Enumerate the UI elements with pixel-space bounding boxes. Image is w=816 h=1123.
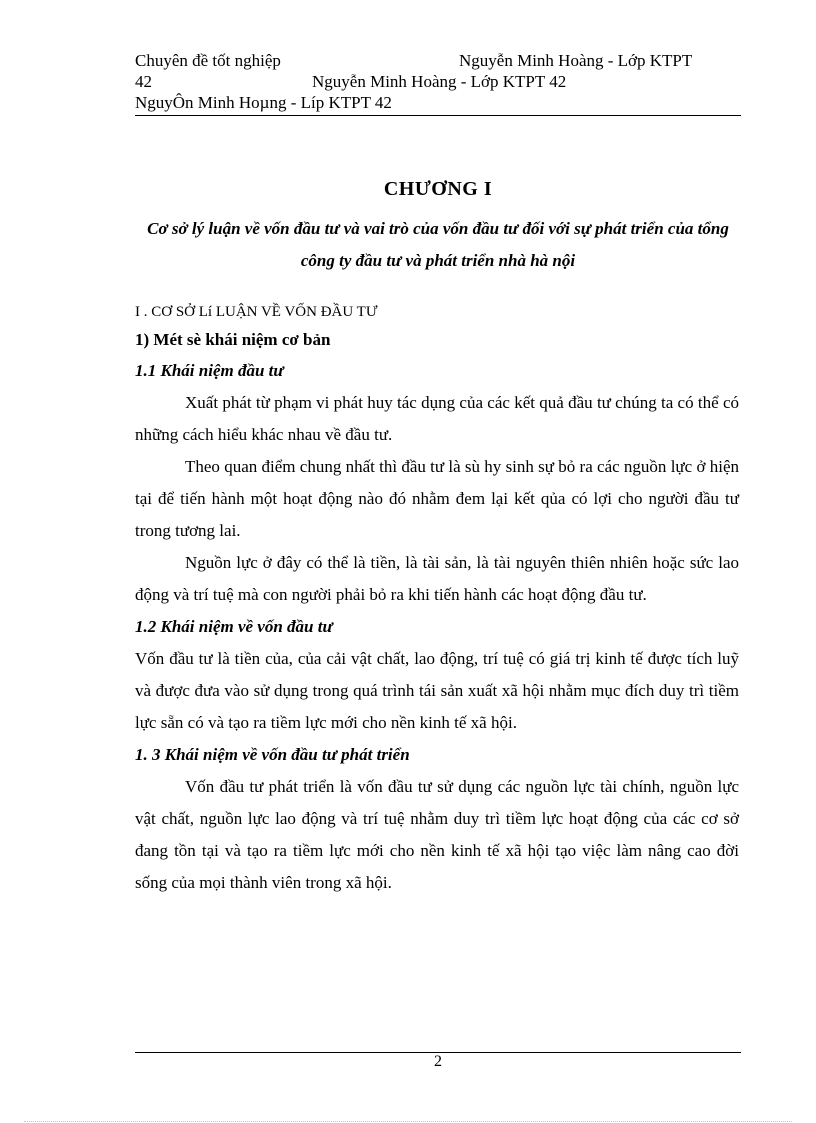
paragraph-1: Xuất phát từ phạm vi phát huy tác dụng của các kết quả đầu tư chúng ta có thể có những cách hiểu khác nhau về đầu tư. [135, 393, 739, 444]
page-header [135, 50, 741, 113]
paragraph-5: Vốn đầu tư phát triển là vốn đầu tư sử dụng các nguồn lực tài chính, nguồn lực vật chất, nguồn lực lao động và trí tuệ nhằm duy trì tiềm lực hoạt động của các cơ sở đang tồn tại và tạo ra tiềm lực mới cho nền kinh tế xã hội tạo việc làm nâng cao đời sống của mọi thành viên trong xã hội. [135, 777, 739, 892]
header-line-1 [135, 50, 741, 71]
paragraph-4: Vốn đầu tư là tiền của, của cải vật chất, lao động, trí tuệ có giá trị kinh tế được tích luỹ và được đưa vào sử dụng trong quá trình tái sản xuất xã hội nhằm mục đích duy trì tiềm lực sẵn có và tạo ra tiềm lực mới cho nền kinh tế xã hội. [135, 649, 739, 732]
heading-1-3: 1. 3 Khái niệm về vốn đầu tư phát triển [135, 745, 410, 764]
paragraph-2: Theo quan điểm chung nhất thì đầu tư là sù hy sinh sự bỏ ra các nguồn lực ở hiện tại để tiến hành một hoạt động nào đó nhằm đem lại kết qủa có lợi cho người đầu tư trong tương lai. [135, 457, 739, 540]
heading-1-1: 1.1 Khái niệm đầu tư [135, 361, 284, 380]
chapter-subtitle: Cơ sở lý luận về vốn đầu tư và vai trò của vốn đầu tư đối với sự phát triển của tổng công ty đầu tư và phát triển nhà hà nội [147, 219, 729, 270]
body-content [135, 299, 739, 899]
header-author-repeat: Nguyễn Minh Hoàng - Lớp KTPT 42 [312, 72, 567, 91]
page-break-line [24, 1121, 792, 1122]
heading-1-2: 1.2 Khái niệm về vốn đầu tư [135, 617, 333, 636]
paragraph-3: Nguồn lực ở đây có thể là tiền, là tài sản, là tài nguyên thiên nhiên hoặc sức lao động và trí tuệ mà con người phải bỏ ra khi tiến hành các hoạt động đầu tư. [135, 553, 739, 604]
header-doc-type: Chuyên đề tốt nghiệp [135, 51, 281, 70]
section-heading: I . CƠ SỞ Lí LUẬN VỀ VỐN ĐẦU TƯ [135, 304, 378, 320]
header-class-number: 42 [135, 72, 152, 91]
header-line-3 [135, 92, 741, 113]
page-number: 2 [434, 1053, 442, 1070]
header-author: Nguyễn Minh Hoàng - Lớp KTPT [459, 51, 693, 70]
header-divider [135, 115, 741, 116]
chapter-title: CHƯƠNG I [383, 178, 493, 200]
header-author-garbled: NguyÔn Minh Hoµng - Líp KTPT 42 [135, 93, 392, 112]
subsection-heading: 1) Mét sè khái niệm cơ bản [135, 330, 331, 349]
header-line-2 [135, 71, 741, 92]
